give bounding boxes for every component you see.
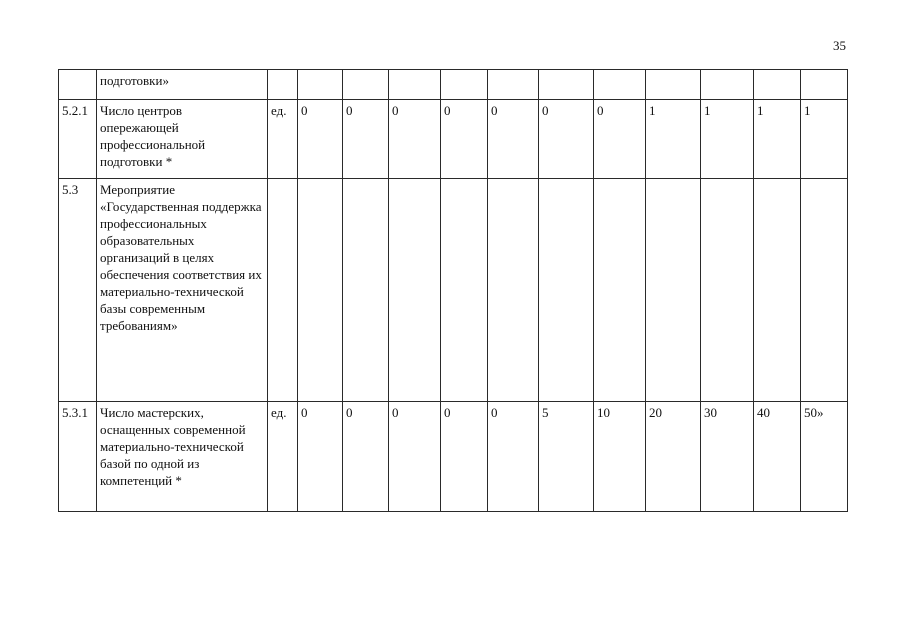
value-cell [343, 70, 389, 100]
unit-cell: ед. [268, 402, 298, 512]
value-cell: 50» [801, 402, 848, 512]
indicator-name-cell: Мероприятие «Государственная поддержка профессиональных образовательных организаций в целях обеспечения соответствия их материально-технической базы современным требованиям» [97, 179, 268, 402]
value-cell: 0 [488, 402, 539, 512]
value-cell: 5 [539, 402, 594, 512]
value-cell: 0 [343, 100, 389, 179]
value-cell: 0 [594, 100, 646, 179]
indicator-name-cell: Число мастерских, оснащенных современной материально-технической базой по одной из компетенций * [97, 402, 268, 512]
row-number-cell [59, 70, 97, 100]
value-cell [701, 70, 754, 100]
value-cell [488, 179, 539, 402]
value-cell [646, 70, 701, 100]
value-cell [801, 179, 848, 402]
row-number-cell: 5.2.1 [59, 100, 97, 179]
table-body [59, 70, 848, 512]
value-cell [701, 179, 754, 402]
value-cell [539, 179, 594, 402]
value-cell: 0 [389, 100, 441, 179]
value-cell: 1 [754, 100, 801, 179]
page-number: 35 [833, 38, 846, 53]
value-cell [389, 179, 441, 402]
value-cell: 0 [343, 402, 389, 512]
table-row [59, 100, 848, 179]
table-row [59, 70, 848, 100]
value-cell: 0 [298, 402, 343, 512]
value-cell: 0 [298, 100, 343, 179]
value-cell [801, 70, 848, 100]
value-cell [646, 179, 701, 402]
row-number-cell: 5.3.1 [59, 402, 97, 512]
unit-cell [268, 70, 298, 100]
value-cell [343, 179, 389, 402]
indicator-name-cell: Число центров опережающей профессиональной подготовки * [97, 100, 268, 179]
row-number-cell: 5.3 [59, 179, 97, 402]
indicator-name-cell: подготовки» [97, 70, 268, 100]
value-cell: 1 [646, 100, 701, 179]
value-cell [488, 70, 539, 100]
unit-cell [268, 179, 298, 402]
value-cell [441, 179, 488, 402]
value-cell: 0 [441, 402, 488, 512]
value-cell [298, 70, 343, 100]
value-cell: 0 [539, 100, 594, 179]
indicators-table [58, 69, 848, 512]
value-cell: 1 [701, 100, 754, 179]
table-row [59, 179, 848, 402]
value-cell [754, 179, 801, 402]
value-cell [389, 70, 441, 100]
value-cell: 1 [801, 100, 848, 179]
value-cell: 0 [441, 100, 488, 179]
value-cell [539, 70, 594, 100]
value-cell: 0 [389, 402, 441, 512]
value-cell [754, 70, 801, 100]
value-cell [594, 179, 646, 402]
table-row [59, 402, 848, 512]
unit-cell: ед. [268, 100, 298, 179]
value-cell: 30 [701, 402, 754, 512]
value-cell: 20 [646, 402, 701, 512]
value-cell [594, 70, 646, 100]
value-cell [441, 70, 488, 100]
value-cell: 40 [754, 402, 801, 512]
value-cell [298, 179, 343, 402]
value-cell: 10 [594, 402, 646, 512]
value-cell: 0 [488, 100, 539, 179]
